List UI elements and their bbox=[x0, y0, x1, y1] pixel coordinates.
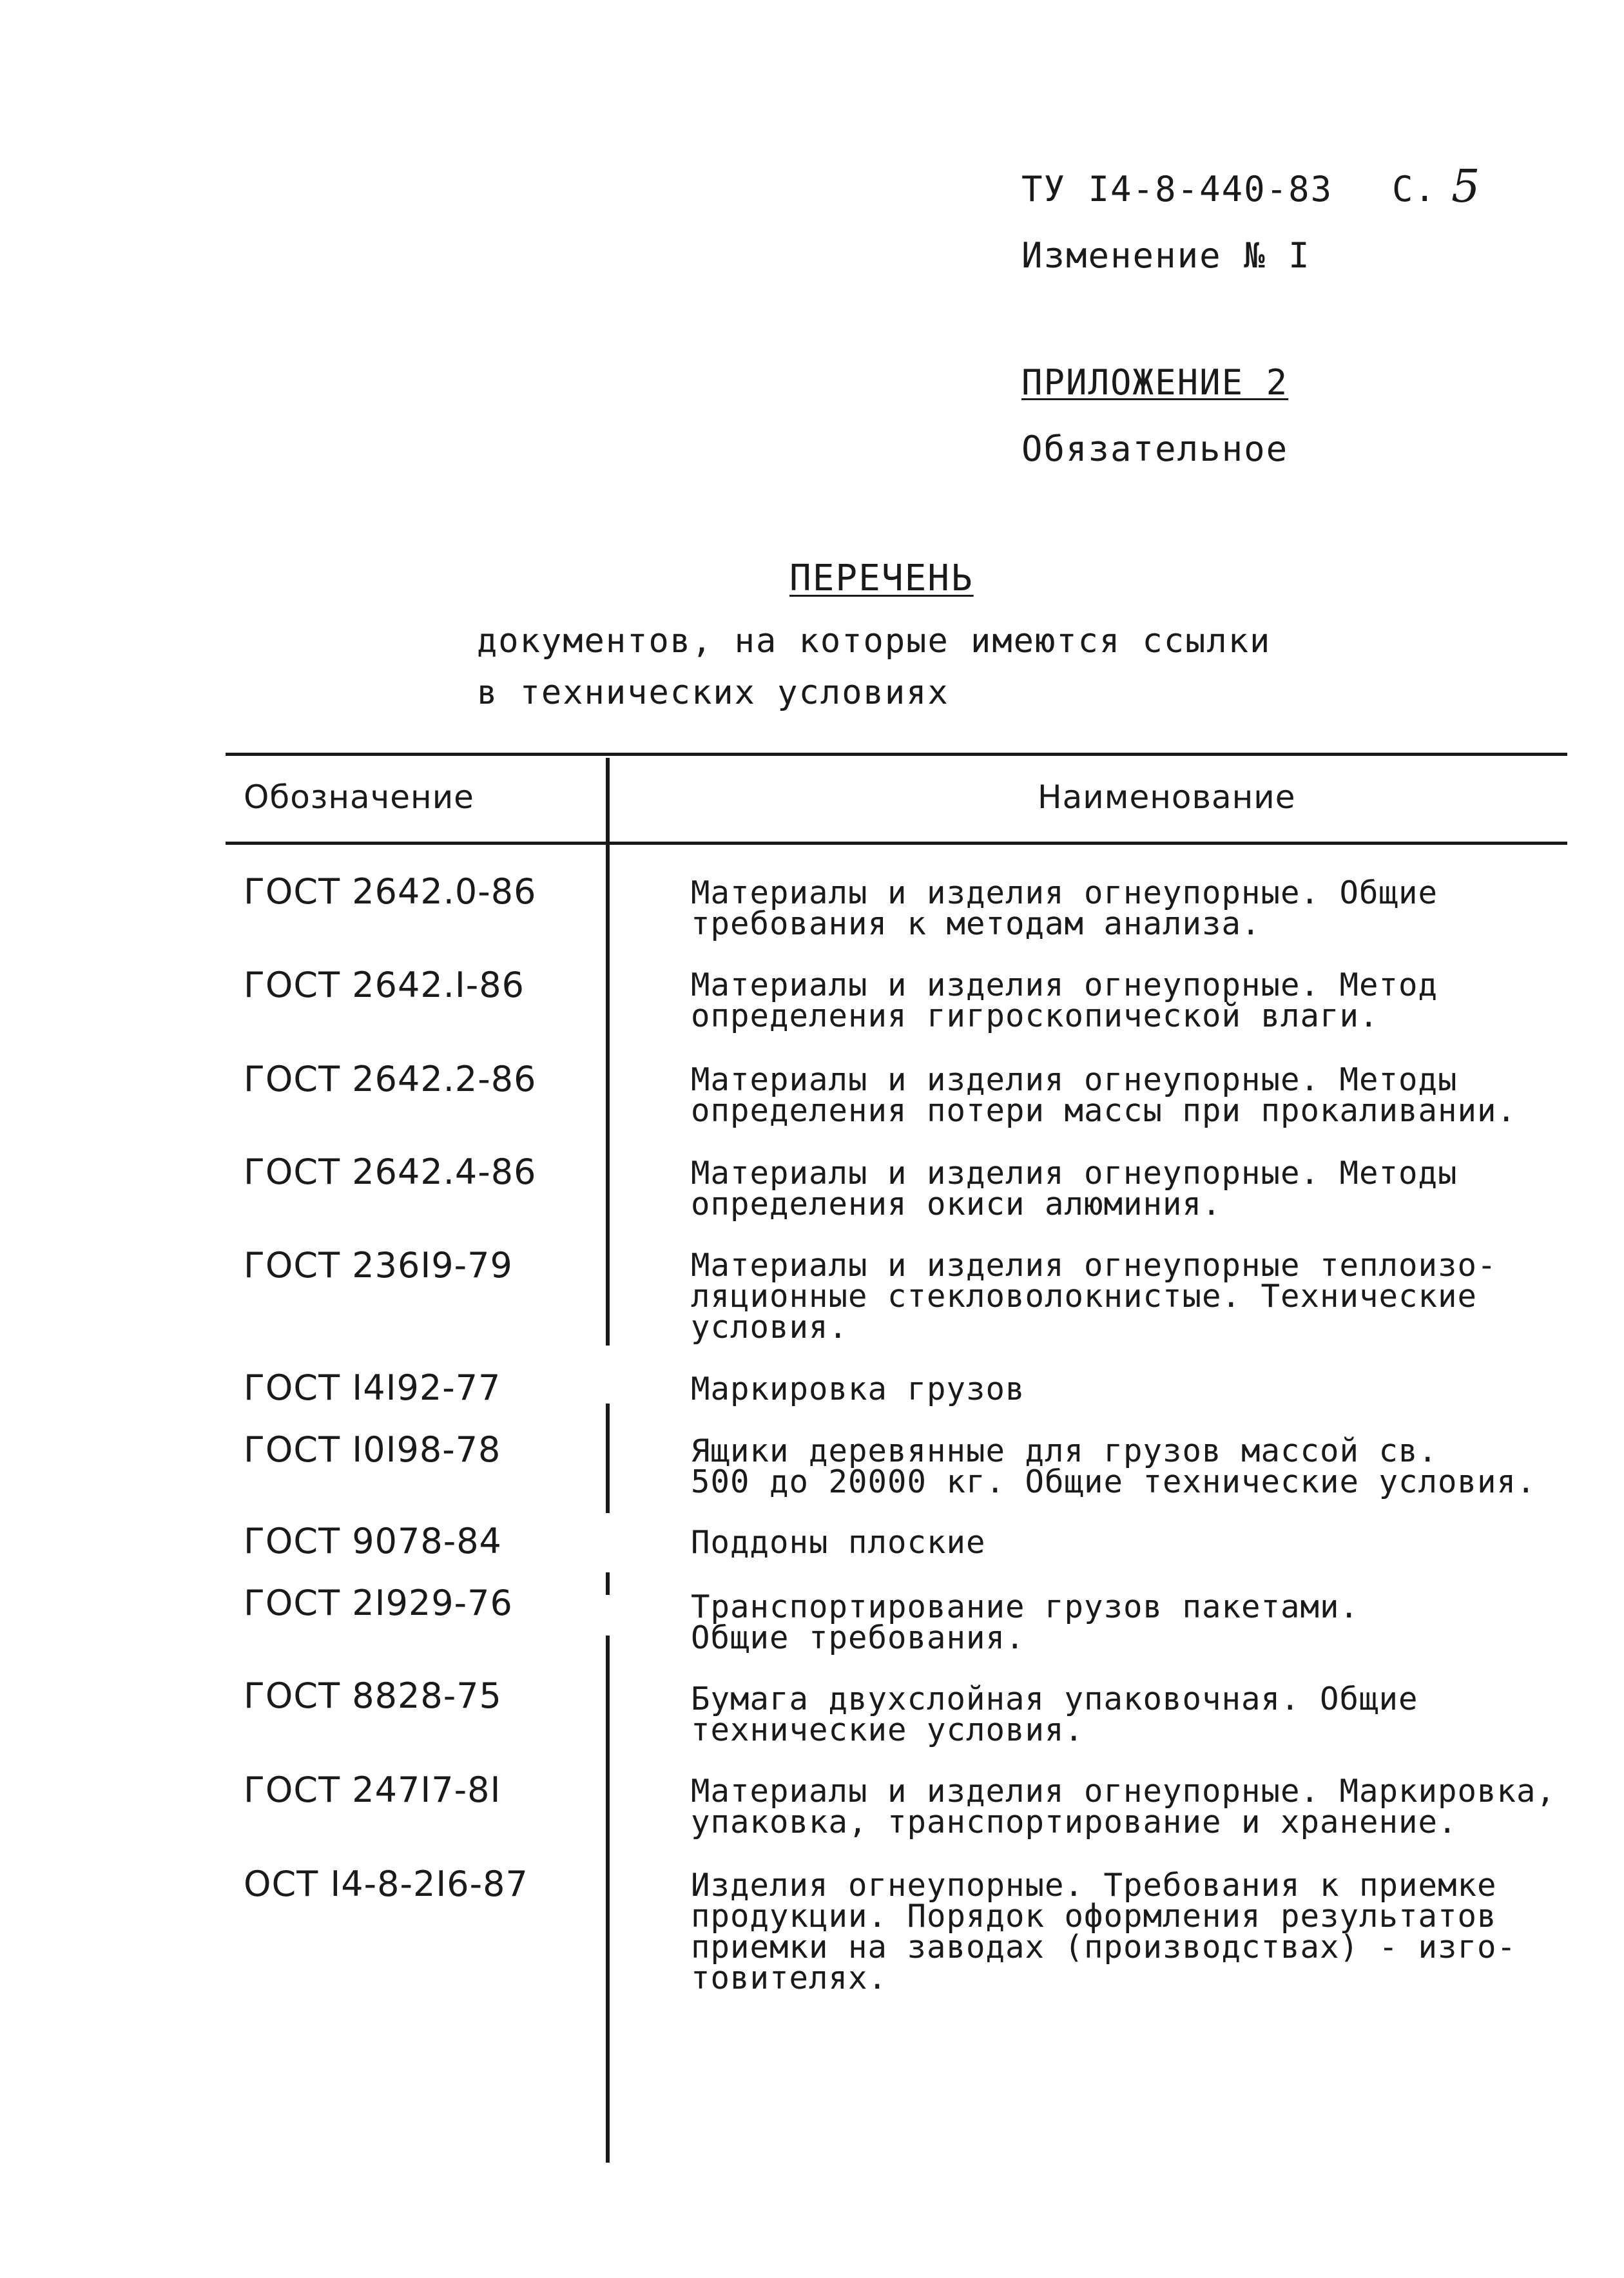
page-number: 5 bbox=[1451, 160, 1480, 213]
row-designation: ГОСТ I0I98-78 bbox=[244, 1429, 501, 1470]
column-divider bbox=[606, 1572, 610, 1595]
row-name: Материалы и изделия огнеупорные. Метод определения гигроскопической влаги. bbox=[691, 967, 1438, 1034]
row-designation: ОСТ I4-8-2I6-87 bbox=[244, 1864, 528, 1904]
row-designation: ГОСТ I4I92-77 bbox=[244, 1367, 501, 1408]
row-designation: ГОСТ 2642.2-86 bbox=[244, 1059, 537, 1099]
row-designation: ГОСТ 2642.I-86 bbox=[244, 965, 525, 1005]
table-top-rule bbox=[226, 753, 1567, 756]
row-name: Материалы и изделия огнеупорные. Методы определения потери массы при прокаливании. bbox=[691, 1061, 1517, 1129]
change-number: Изменение № I bbox=[1021, 235, 1311, 276]
row-designation: ГОСТ 236I9-79 bbox=[244, 1245, 513, 1286]
row-name: Изделия огнеупорные. Требования к приемке продукции. Порядок оформления результатов приемки на заводах (производствах) - изго- товителях. bbox=[691, 1867, 1517, 1996]
row-designation: ГОСТ 9078-84 bbox=[244, 1521, 502, 1561]
page-label: С. bbox=[1392, 169, 1437, 209]
row-designation: ГОСТ 2I929-76 bbox=[244, 1583, 513, 1623]
row-designation: ГОСТ 8828-75 bbox=[244, 1675, 502, 1716]
row-name: Материалы и изделия огнеупорные. Методы определения окиси алюминия. bbox=[691, 1155, 1458, 1222]
row-designation: ГОСТ 2642.4-86 bbox=[244, 1152, 537, 1192]
document-code: ТУ I4-8-440-83 bbox=[1021, 169, 1333, 209]
list-title: ПЕРЕЧЕНЬ bbox=[789, 557, 974, 599]
row-name: Ящики деревянные для грузов массой св. 500 до 20000 кг. Общие технические условия. bbox=[691, 1433, 1536, 1500]
column-header-designation: Обозначение bbox=[244, 778, 474, 816]
list-subtitle-line-2: в технических условиях bbox=[477, 673, 949, 712]
row-name: Бумага двухслойная упаковочная. Общие технические условия. bbox=[691, 1681, 1418, 1748]
row-name: Материалы и изделия огнеупорные. Общие требования к методам анализа. bbox=[691, 874, 1438, 942]
row-name: Транспортирование грузов пакетами. Общие требования. bbox=[691, 1588, 1360, 1656]
row-name: Материалы и изделия огнеупорные теплоизо- ляционные стекловолокнистые. Технические условия. bbox=[691, 1247, 1497, 1346]
column-divider bbox=[606, 758, 610, 1346]
column-divider bbox=[606, 1636, 610, 2163]
row-designation: ГОСТ 247I7-8I bbox=[244, 1770, 501, 1810]
column-divider bbox=[606, 1404, 610, 1513]
row-name: Маркировка грузов bbox=[691, 1371, 1025, 1407]
column-header-name: Наименование bbox=[1038, 778, 1296, 816]
row-name: Материалы и изделия огнеупорные. Маркировка, упаковка, транспортирование и хранение. bbox=[691, 1773, 1556, 1840]
row-name: Поддоны плоские bbox=[691, 1524, 986, 1561]
list-subtitle-line-1: документов, на которые имеются ссылки bbox=[477, 622, 1271, 661]
table-header-rule bbox=[226, 842, 1567, 845]
appendix-status: Обязательное bbox=[1021, 429, 1289, 469]
appendix-label: ПРИЛОЖЕНИЕ 2 bbox=[1021, 362, 1289, 403]
row-designation: ГОСТ 2642.0-86 bbox=[244, 871, 537, 912]
